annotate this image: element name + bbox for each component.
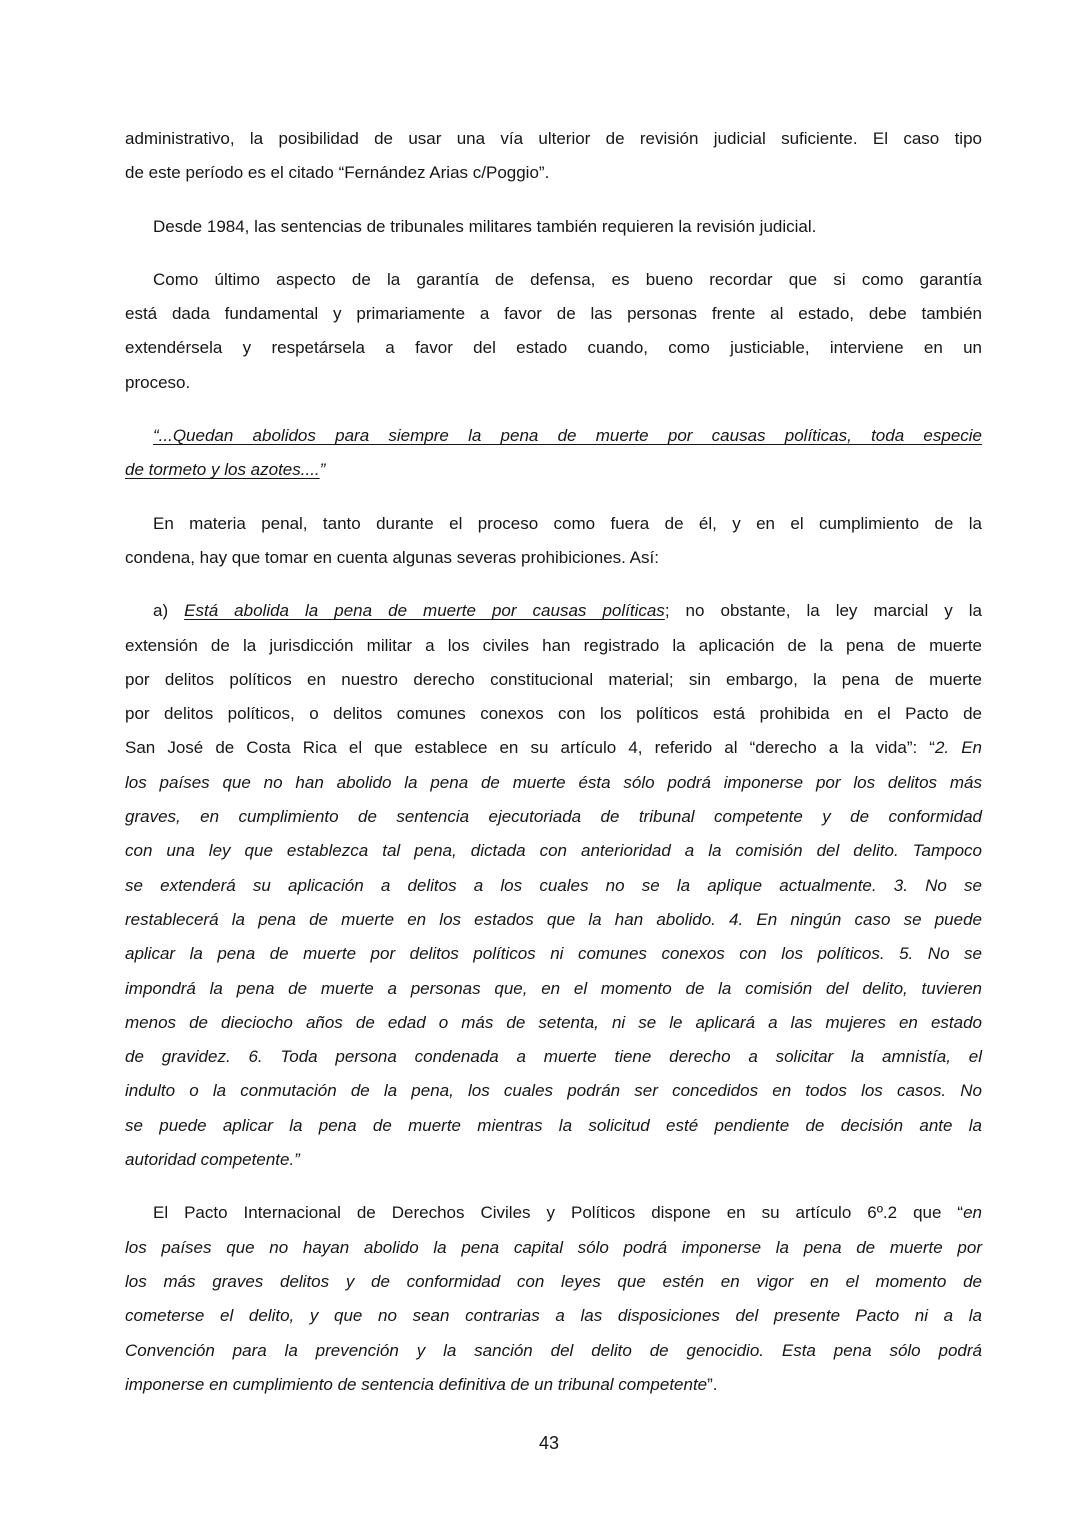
text-line [125, 903, 982, 937]
italic-quote-text: los países que no hayan abolido la pena capital sólo podrá imponerse la pena de muerte por [125, 1237, 982, 1257]
text-line [125, 1231, 982, 1265]
paragraph [125, 507, 982, 576]
italic-quote-text: ” [319, 460, 326, 480]
italic-quote-text: cometerse el delito, y que no sean contrarias a las disposiciones del presente Pacto ni a la [125, 1306, 982, 1326]
text-line [125, 1143, 982, 1177]
italic-quote-text: de gravidez. 6. Toda persona condenada a muerte tiene derecho a solicitar la amnistía, el [125, 1047, 982, 1067]
text-line [125, 972, 982, 1006]
paragraph [125, 1196, 982, 1402]
text-line [125, 210, 982, 244]
italic-quote-text: menos de dieciocho años de edad o más de setenta, ni se le aplicará a las mujeres en estado [125, 1012, 982, 1032]
page-number: 43 [538, 1433, 560, 1453]
italic-quote-text: en [963, 1203, 982, 1223]
text-line [125, 834, 982, 868]
underlined-italic-text: “...Quedan abolidos para siempre la pena de muerte por causas políticas, toda especie [153, 426, 982, 446]
text-line [125, 800, 982, 834]
italic-quote-text: los más graves delitos y de conformidad con leyes que estén en vigor en el momento de [125, 1271, 982, 1291]
text-line [125, 1299, 982, 1333]
underlined-italic-text: de tormeto y los azotes.... [125, 460, 320, 480]
italic-quote-text: aplicar la pena de muerte por delitos políticos ni comunes conexos con los políticos. 5. No se [125, 944, 982, 964]
paragraph [125, 210, 982, 244]
text-line [125, 1334, 982, 1368]
text-line [125, 1109, 982, 1143]
body-text: administrativo, la posibilidad de usar una vía ulterior de revisión judicial suficiente. El caso tipo [125, 129, 982, 148]
text-line [125, 263, 982, 297]
italic-quote-text: graves, en cumplimiento de sentencia ejecutoriada de tribunal competente y de conformidad [125, 807, 982, 827]
text-line [125, 731, 982, 765]
body-text: está dada fundamental y primariamente a favor de las personas frente al estado, debe también [125, 304, 982, 324]
text-line [125, 1196, 982, 1230]
body-text: extensión de la jurisdicción militar a los civiles han registrado la aplicación de la pena de muerte [125, 635, 982, 655]
paragraph [125, 419, 982, 488]
text-line [125, 541, 982, 575]
body-text: por delitos políticos en nuestro derecho constitucional material; sin embargo, la pena de muerte [125, 669, 982, 689]
text-line [125, 594, 982, 628]
text-line [125, 1006, 982, 1040]
body-text: Desde 1984, las sentencias de tribunales militares también requieren la revisión judicial. [153, 216, 817, 236]
paragraph [125, 263, 982, 400]
underlined-italic-text: Está abolida la pena de muerte por causas políticas [184, 601, 665, 621]
text-line [125, 122, 982, 156]
body-text: a) [153, 601, 185, 621]
paragraph [125, 594, 982, 1177]
text-line [125, 1040, 982, 1074]
body-text: condena, hay que tomar en cuenta algunas severas prohibiciones. Así: [125, 547, 659, 567]
text-line [125, 331, 982, 365]
italic-quote-text: restablecerá la pena de muerte en los estados que la han abolido. 4. En ningún caso se puede [125, 909, 982, 929]
italic-quote-text: 2. En [934, 738, 983, 758]
text-line [125, 937, 982, 971]
text-line [125, 156, 982, 190]
text-line [125, 419, 982, 453]
text-line [125, 1074, 982, 1108]
body-text: ”. [707, 1374, 718, 1394]
body-text: Como último aspecto de la garantía de defensa, es bueno recordar que si como garantía [153, 269, 982, 289]
text-line [125, 697, 982, 731]
italic-quote-text: los países que no han abolido la pena de muerte ésta sólo podrá imponerse por los delitos más [125, 772, 982, 792]
body-text: proceso. [125, 372, 191, 392]
text-line [125, 629, 982, 663]
body-text: El Pacto Internacional de Derechos Civiles y Políticos dispone en su artículo 6º.2 que “ [153, 1203, 964, 1223]
text-line [125, 297, 982, 331]
italic-quote-text: se puede aplicar la pena de muerte mientras la solicitud esté pendiente de decisión ante la [125, 1115, 982, 1135]
text-line [125, 507, 982, 541]
text-line [125, 366, 982, 400]
body-text: de este período es el citado “Fernández Arias c/Poggio”. [125, 163, 550, 183]
body-text: ; no obstante, la ley marcial y la [664, 601, 982, 621]
page-body-text [125, 122, 982, 1421]
italic-quote-text: indulto o la conmutación de la pena, los cuales podrán ser concedidos en todos los casos. No [125, 1081, 982, 1101]
body-text: por delitos políticos, o delitos comunes conexos con los políticos está prohibida en el Pacto de [125, 704, 982, 724]
italic-quote-text: impondrá la pena de muerte a personas que, en el momento de la comisión del delito, tuvieren [125, 978, 982, 998]
text-line [125, 766, 982, 800]
italic-quote-text: se extenderá su aplicación a delitos a los cuales no se la aplique actualmente. 3. No se [125, 875, 982, 895]
body-text: San José de Costa Rica el que establece en su artículo 4, referido al “derecho a la vida”: “ [125, 738, 935, 758]
text-line [125, 1265, 982, 1299]
italic-quote-text: autoridad competente.” [125, 1150, 300, 1170]
body-text: En materia penal, tanto durante el proceso como fuera de él, y en el cumplimiento de la [153, 513, 982, 533]
text-line [125, 1368, 982, 1402]
italic-quote-text: con una ley que establezca tal pena, dictada con anterioridad a la comisión del delito. Tampoco [125, 841, 982, 861]
paragraph [125, 122, 982, 191]
body-text: extendérsela y respetársela a favor del estado cuando, como justiciable, interviene en un [125, 338, 982, 358]
italic-quote-text: Convención para la prevención y la sanción del delito de genocidio. Esta pena sólo podrá [125, 1340, 982, 1360]
italic-quote-text: imponerse en cumplimiento de sentencia definitiva de un tribunal competente [125, 1374, 708, 1394]
text-line [125, 453, 982, 487]
text-line [125, 663, 982, 697]
text-line [125, 869, 982, 903]
